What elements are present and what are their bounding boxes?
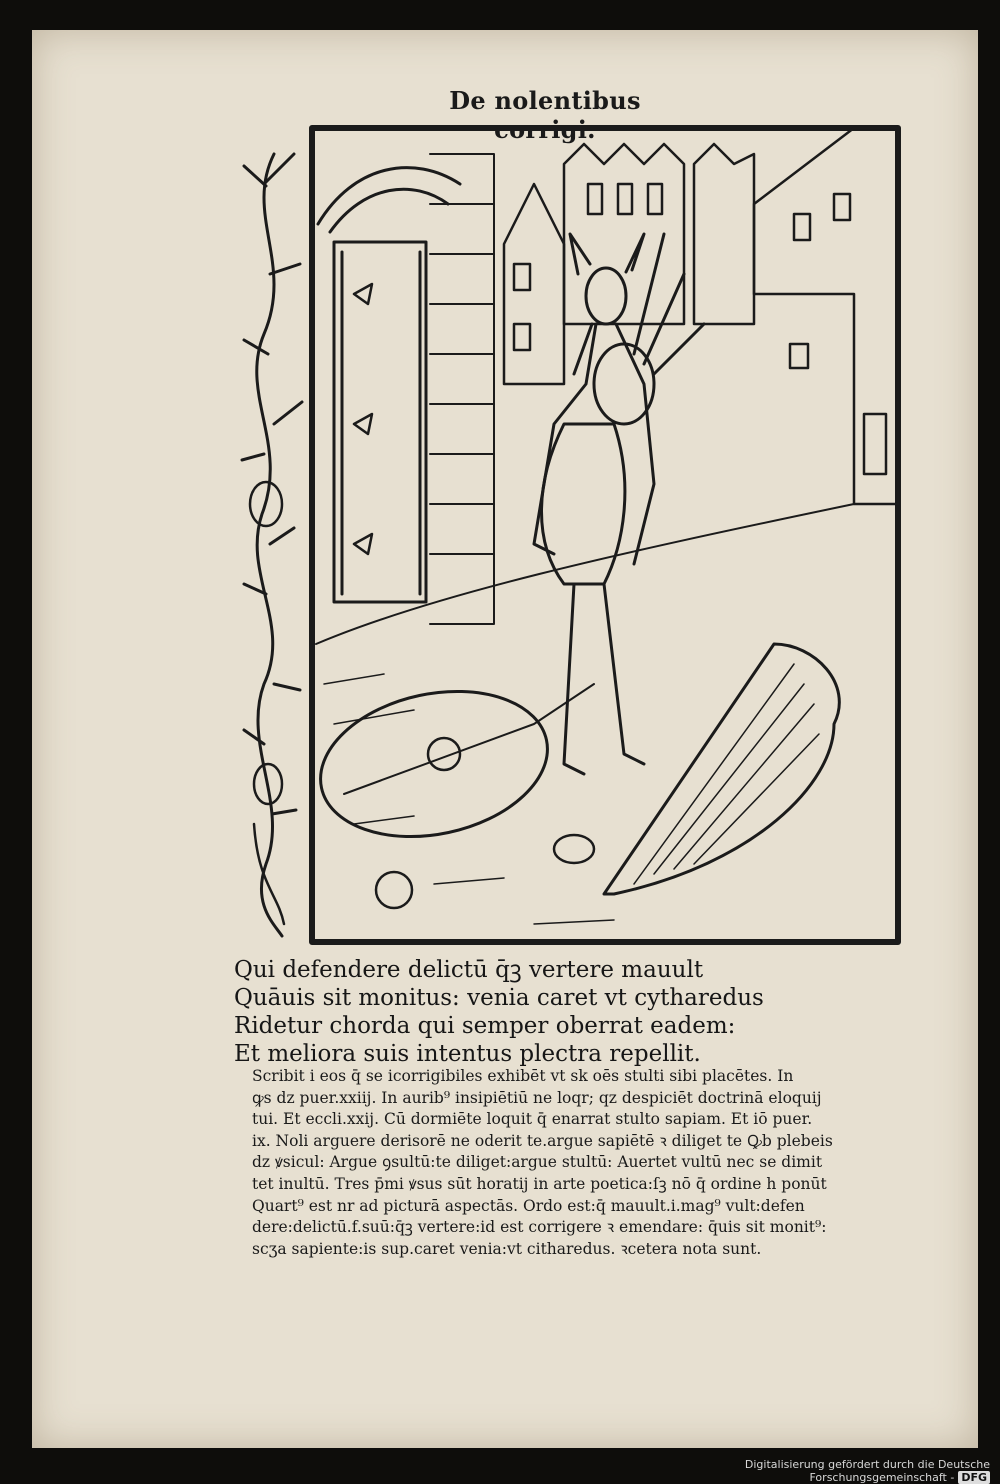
commentary-line: Scribit i eos q̄ se icorrigibiles exhibēt vt sk oēs stulti sibi placētes. In [252, 1067, 794, 1085]
harp [604, 644, 839, 894]
verse-line: Qui defendere delictū q̄ꝫ vertere mauult [234, 957, 704, 983]
town-buildings [504, 128, 898, 504]
commentary-line: scʒa sapiente:is sup.caret venia:vt citharedus. ꝛcetera nota sunt. [252, 1239, 762, 1258]
page-heading: De nolentibus corrigi. [449, 86, 641, 144]
verse-line: Quāuis sit monitus: venia caret vt cytharedus [234, 985, 764, 1011]
commentary-line: tui. Et eccli.xxij. Cū dormiēte loquit q̄ enarrat stulto sapiam. Et iō puer. [252, 1110, 813, 1129]
commentary-line: dz ꝟsicul: Argue ꝯsultū:te diliget:argue stultū: Auertet vultū nec se dimit [252, 1153, 823, 1172]
ground-object [376, 872, 412, 908]
commentary-line: tet inultū. Tres p̄mi ꝟsus sūt horatij in arte poetica:ſꝫ nō q̄ ordine h ponūt [252, 1174, 827, 1193]
commentary-line: Quart⁹ est nr ad picturā aspectās. Ordo est:q̄ mauult.i.mag⁹ vult:defen [252, 1196, 805, 1215]
floral-border [242, 154, 302, 936]
commentary-line: ix. Noli arguere derisorē ne oderit te.argue sapiētē ꝛ diliget te Ꝙb plebeis [252, 1131, 833, 1150]
latin-commentary [252, 1066, 942, 1260]
ground-object [554, 835, 594, 863]
digitization-footer [606, 1458, 990, 1484]
brick-wall [430, 154, 494, 624]
footer-text: Digitalisierung gefördert durch die Deutsche Forschungsgemeinschaft - [744, 1458, 990, 1484]
arched-doorway [318, 168, 460, 602]
bagpipe-player-figure [534, 234, 704, 774]
dfg-logo: DFG [958, 1471, 990, 1484]
woodcut-illustration [234, 124, 906, 950]
commentary-line: ꝙs dz puer.xxiij. In aurib⁹ insipiētiū ne loqr; qz despiciēt doctrinā eloquij [252, 1088, 822, 1107]
commentary-line: dere:delictū.f.suū:q̄ꝫ vertere:id est corrigere ꝛ emendare: q̄uis sit monit⁹: [252, 1218, 827, 1237]
verse-line: Ridetur chorda qui semper oberrat eadem: [234, 1013, 736, 1039]
lute [307, 672, 594, 857]
verse-line: Et meliora suis intentus plectra repellit. [234, 1041, 701, 1067]
latin-verse [234, 956, 934, 1068]
